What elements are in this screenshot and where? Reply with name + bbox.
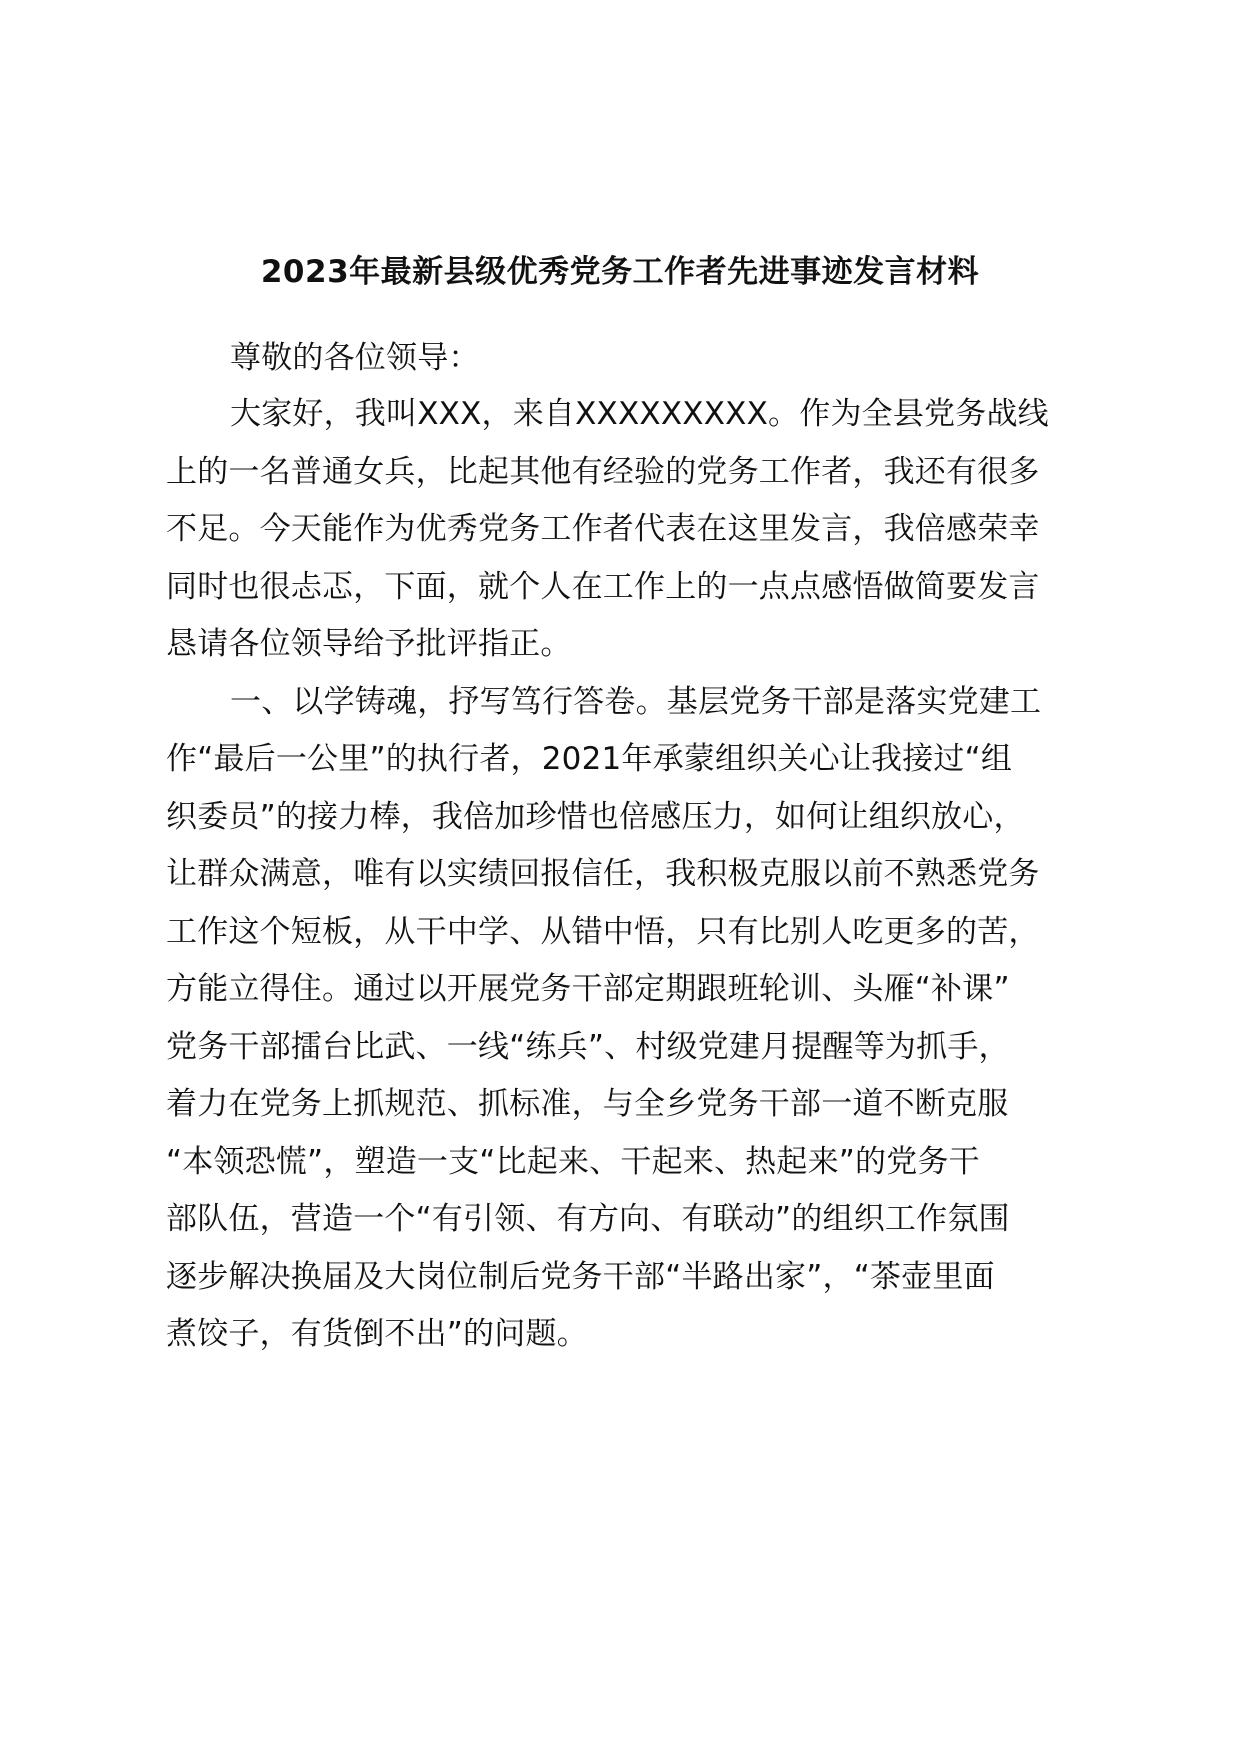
paragraph-line: 作“最后一公里”的执行者，2021年承蒙组织关心让我接过“组	[166, 741, 1013, 777]
paragraph-line: 党务干部擂台比武、一线“练兵”、村级党建月提醒等为抓手，	[166, 1029, 1010, 1065]
paragraph-line: 一、以学铸魂，抒写笃行答卷。基层党务干部是落实党建工	[230, 684, 1042, 720]
paragraph-line: 方能立得住。通过以开展党务干部定期跟班轮训、头雁“补课”	[166, 971, 1010, 1007]
paragraph-line: 逐步解决换届及大岗位制后党务干部“半路出家”，“茶壶里面	[166, 1259, 995, 1295]
paragraph-line: 恳请各位领导给予批评指正。	[166, 626, 572, 662]
paragraph-line: 上的一名普通女兵，比起其他有经验的党务工作者，我还有很多	[166, 454, 1040, 490]
document-title: 2023年最新县级优秀党务工作者先进事迹发言材料	[260, 254, 980, 290]
paragraph-line: 部队伍，营造一个“有引领、有方向、有联动”的组织工作氛围	[166, 1201, 1010, 1237]
paragraph-line: 不足。今天能作为优秀党务工作者代表在这里发言，我倍感荣幸	[166, 511, 1040, 547]
paragraph-line: 着力在党务上抓规范、抓标准，与全乡党务干部一道不断克服	[166, 1086, 1009, 1122]
paragraph-line: 让群众满意，唯有以实绩回报信任，我积极克服以前不熟悉党务	[166, 856, 1040, 892]
paragraph-line: 大家好，我叫XXX，来自XXXXXXXXX。作为全县党务战线	[230, 396, 1049, 432]
paragraph-line: 同时也很忐忑，下面，就个人在工作上的一点点感悟做简要发言	[166, 569, 1040, 605]
paragraph-line: 煮饺子，有货倒不出”的问题。	[166, 1316, 588, 1352]
paragraph-line: 织委员”的接力棒，我倍加珍惜也倍感压力，如何让组织放心，	[166, 799, 1025, 835]
paragraph-line: “本领恐慌”，塑造一支“比起来、干起来、热起来”的党务干	[166, 1144, 980, 1180]
salutation-line: 尊敬的各位领导：	[230, 340, 480, 376]
paragraph-line: 工作这个短板，从干中学、从错中悟，只有比别人吃更多的苦，	[166, 914, 1040, 950]
